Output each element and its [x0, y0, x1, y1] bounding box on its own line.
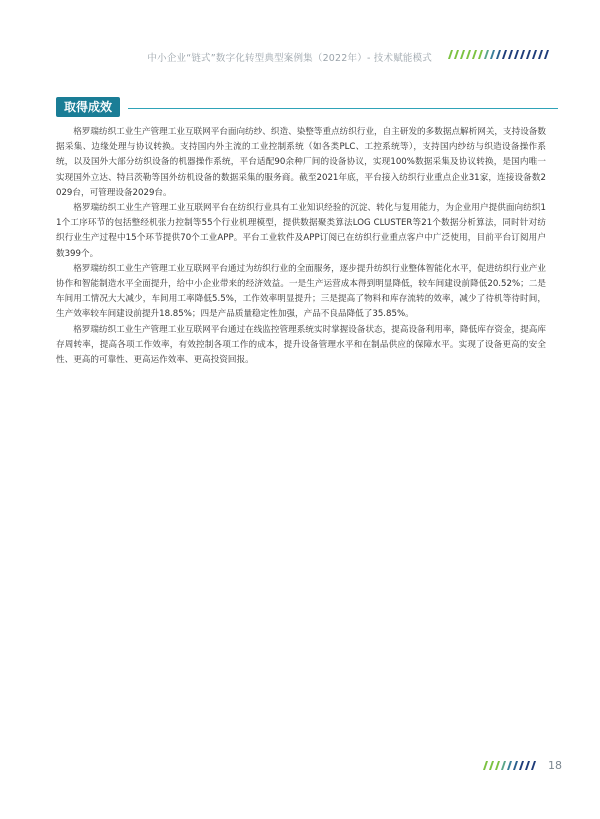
- stripe-group: [448, 50, 549, 59]
- section-divider: [128, 108, 558, 109]
- section-header: [56, 97, 558, 117]
- paragraph: 格罗瑞纺织工业生产管理工业互联网平台通过在线监控管理系统实时掌握设备状态，提高设备利用率，降低库存资金，提高库存周转率，提高各项工作效率，有效控制各项工作的成本，提升设备管理水平和在制品供应的保障水平。实现了设备更高的安全性、更高的可靠性、更高运作效率、更高投资回报。: [56, 324, 546, 366]
- paragraph: 格罗瑞纺织工业生产管理工业互联网平台在纺织行业具有工业知识经验的沉淀、转化与复用能力，为企业用户提供面向纺织11个工序环节的包括整经机张力控制等55个行业机理模型，提供数据聚类算法LOG CLUSTER等21个数据分析算法，同时针对纺织行业生产过程中15个环节提供70个工业APP。平台工业软件及APP订阅已在纺织行业重点客户中广泛使用，目前平台订阅用户数399个。: [56, 203, 546, 259]
- header-stripes-decoration: [445, 50, 555, 59]
- footer-stripes-decoration: [480, 761, 540, 770]
- running-header-title: 中小企业“链式”数字化转型典型案例集（2022年）- 技术赋能模式: [147, 53, 432, 64]
- stripe-group: [483, 761, 536, 770]
- page-number: 18: [548, 759, 562, 772]
- paragraph: 格罗瑞纺织工业生产管理工业互联网平台通过为纺织行业的全面服务，逐步提升纺织行业整体智能化水平，促进纺织行业产业协作和智能制造水平全面提升，给中小企业带来的经济效益。一是生产运营成本得到明显降低，较车间建设前降低20.52%；二是车间用工情况大大减少，车间用工率降低5.5%，工作效率明显提升；三是提高了物料和库存流转的效率，减少了待机等待时间，生产效率较车间建设前提升18.85%；四是产品质量稳定性加强，产品不良品降低了35.85%。: [56, 263, 546, 320]
- body-text: [56, 125, 546, 368]
- paragraph: 格罗瑞纺织工业生产管理工业互联网平台面向纺纱、织造、染整等重点纺织行业，自主研发的多数据点解析网关，支持设备数据采集、边缘处理与协议转换。支持国内外主流的工业控制系统（如各类PLC、工控系统等），支持国内纱纺与织造设备操作系统，以及国外大部分纺织设备的机器操作系统，平台适配90余种厂间的设备协议，实现100%数据采集及协议转换，是国内唯一实现国外立达、特吕茨勒等国外纺机设备的数据采集的服务商。截至2021年底，平台接入纺织行业重点企业31家，连接设备数2029台，可管理设备2029台。: [56, 127, 546, 198]
- section-title: 取得成效: [56, 97, 120, 117]
